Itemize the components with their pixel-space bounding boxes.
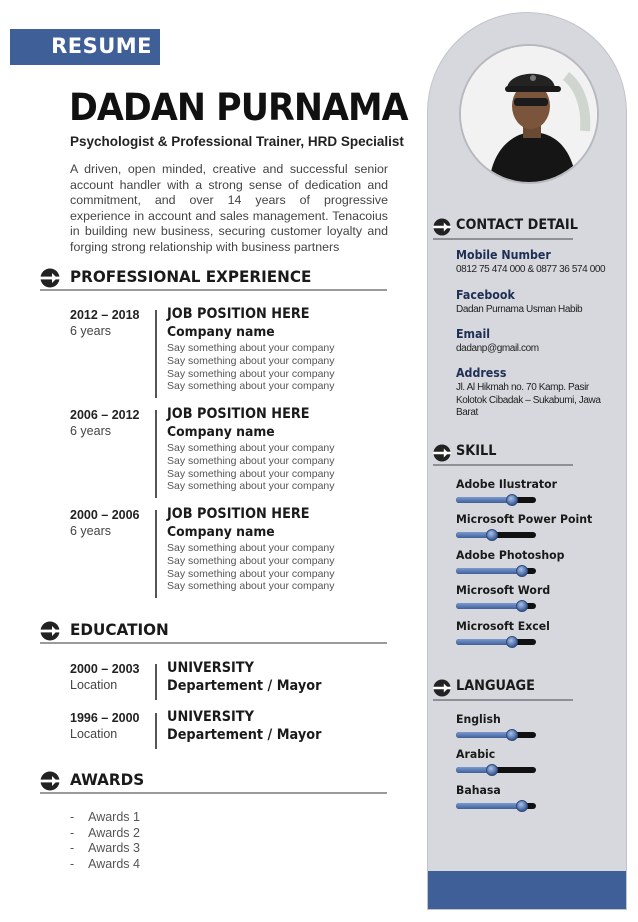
job-description [167,542,335,593]
company-name: Company name [167,424,275,440]
skill-level-bar [456,603,536,609]
timeline-divider [155,713,157,749]
skill-level-fill [456,603,522,609]
experience-years: 2000 – 2006 [70,508,140,522]
language-level-knob [516,800,528,812]
education-years: 1996 – 2000 [70,711,140,725]
skill-item [456,512,593,542]
language-level-knob [486,764,498,776]
email-label: Email [456,327,491,341]
company-name: Company name [167,324,275,340]
candidate-title: Psychologist & Professional Trainer, HRD Specialist [70,134,404,149]
language-item [456,747,576,777]
skill-name: Adobe Photoshop [456,548,565,562]
contact-section-header [433,216,578,240]
section-arrow-icon [40,268,60,288]
job-description-line: Say something about your company [167,467,335,480]
education-years: 2000 – 2003 [70,662,140,676]
education-location: Location [70,678,118,692]
skill-name: Microsoft Excel [456,619,550,633]
section-arrow-icon [433,218,451,236]
job-description-line: Say something about your company [167,480,335,493]
language-level-bar [456,803,536,809]
skill-level-knob [516,600,528,612]
contact-section-title: CONTACT DETAIL [456,217,578,233]
department-name: Departement / Mayor [167,678,322,694]
education-section-title: EDUCATION [70,620,169,639]
experience-section-header [40,267,387,291]
awards-section-title: AWARDS [70,770,145,789]
language-section-header [433,677,573,701]
skill-item [456,583,576,613]
job-description-line: Say something about your company [167,442,335,454]
language-level-fill [456,732,512,738]
skill-level-knob [506,494,518,506]
skill-name: Microsoft Power Point [456,512,593,526]
profile-photo [459,44,599,184]
skill-level-bar [456,639,536,645]
skill-item [456,477,576,507]
award-bullet: - [70,825,75,840]
language-name: Bahasa [456,783,501,797]
experience-section-title: PROFESSIONAL EXPERIENCE [70,267,312,286]
language-level-knob [506,729,518,741]
school-name: UNIVERSITY [167,709,254,725]
education-entry [70,711,390,747]
timeline-divider [155,310,157,398]
job-description [167,442,335,493]
company-name: Company name [167,524,275,540]
award-item [70,857,140,873]
language-name: Arabic [456,747,496,761]
facebook-value: Dadan Purnama Usman Habib [456,304,583,315]
awards-section-header [40,770,387,794]
section-arrow-icon [433,444,451,462]
timeline-divider [155,410,157,498]
award-text: Awards 2 [88,825,140,840]
award-item [70,810,140,826]
experience-duration: 6 years [70,524,111,538]
education-entry [70,662,390,698]
department-name: Departement / Mayor [167,727,322,743]
award-text: Awards 3 [88,841,140,855]
skill-name: Adobe Ilustrator [456,477,558,491]
skill-name: Microsoft Word [456,583,551,597]
skill-level-fill [456,497,512,503]
profile-photo-image [461,46,599,184]
skill-level-fill [456,639,512,645]
awards-list [70,810,140,872]
skill-section-title: SKILL [456,443,497,459]
skill-item [456,548,576,578]
award-text: Awards 4 [88,856,140,871]
skill-level-bar [456,532,536,538]
skill-item [456,619,576,649]
skill-level-knob [516,565,528,577]
job-description-line: Say something about your company [167,454,335,467]
address-label: Address [456,366,507,380]
skill-level-bar [456,497,536,503]
job-description-line: Say something about your company [167,542,335,554]
skill-level-knob [486,529,498,541]
education-section-header [40,620,387,644]
section-arrow-icon [40,621,60,641]
experience-years: 2012 – 2018 [70,308,140,322]
experience-years: 2006 – 2012 [70,408,140,422]
resume-badge-label: RESUME [51,34,152,58]
address-value: Jl. Al Hikmah no. 70 Kamp. Pasir Kolotok Cibadak – Sukabumi, Jawa Barat [456,382,601,418]
job-description-line: Say something about your company [167,567,335,580]
award-bullet: - [70,841,75,855]
language-section-title: LANGUAGE [456,678,535,694]
job-description-line: Say something about your company [167,380,335,393]
job-position: JOB POSITION HERE [167,506,310,522]
resume-badge [10,29,160,65]
profile-summary: A driven, open minded, creative and successful senior account handler with a strong sense of dedication and commitment, and over 14 years of progressive experience in account and sales management. Tenacoius in building new business, securing customer loyalty and forging strong relationship with business partners [70,162,388,254]
section-arrow-icon [40,771,60,791]
language-name: English [456,712,501,726]
job-position: JOB POSITION HERE [167,306,310,322]
email-value: dadanp@gmail.com [456,343,539,354]
language-level-bar [456,767,536,773]
award-item [70,826,140,842]
skill-level-fill [456,568,522,574]
language-item [456,783,576,813]
language-item [456,712,576,742]
job-description-line: Say something about your company [167,554,335,567]
education-location: Location [70,727,118,741]
language-level-fill [456,803,522,809]
job-description [167,342,335,393]
school-name: UNIVERSITY [167,660,254,676]
job-description-line: Say something about your company [167,354,335,367]
job-position: JOB POSITION HERE [167,406,310,422]
timeline-divider [155,510,157,598]
job-description-line: Say something about your company [167,367,335,380]
language-level-bar [456,732,536,738]
award-bullet: - [70,856,75,871]
experience-duration: 6 years [70,424,111,438]
mobile-value: 0812 75 474 000 & 0877 36 574 000 [456,264,606,275]
sidebar-footer-bar [428,871,626,909]
section-arrow-icon [433,679,451,697]
skill-level-knob [506,636,518,648]
skill-section-header [433,442,573,466]
job-description-line: Say something about your company [167,342,335,354]
experience-duration: 6 years [70,324,111,338]
award-text: Awards 1 [88,810,140,824]
mobile-label: Mobile Number [456,248,551,262]
award-bullet: - [70,810,75,824]
award-item [70,841,140,857]
timeline-divider [155,664,157,700]
candidate-name: DADAN PURNAMA [69,86,408,129]
facebook-label: Facebook [456,288,515,302]
job-description-line: Say something about your company [167,580,335,593]
skill-level-bar [456,568,536,574]
